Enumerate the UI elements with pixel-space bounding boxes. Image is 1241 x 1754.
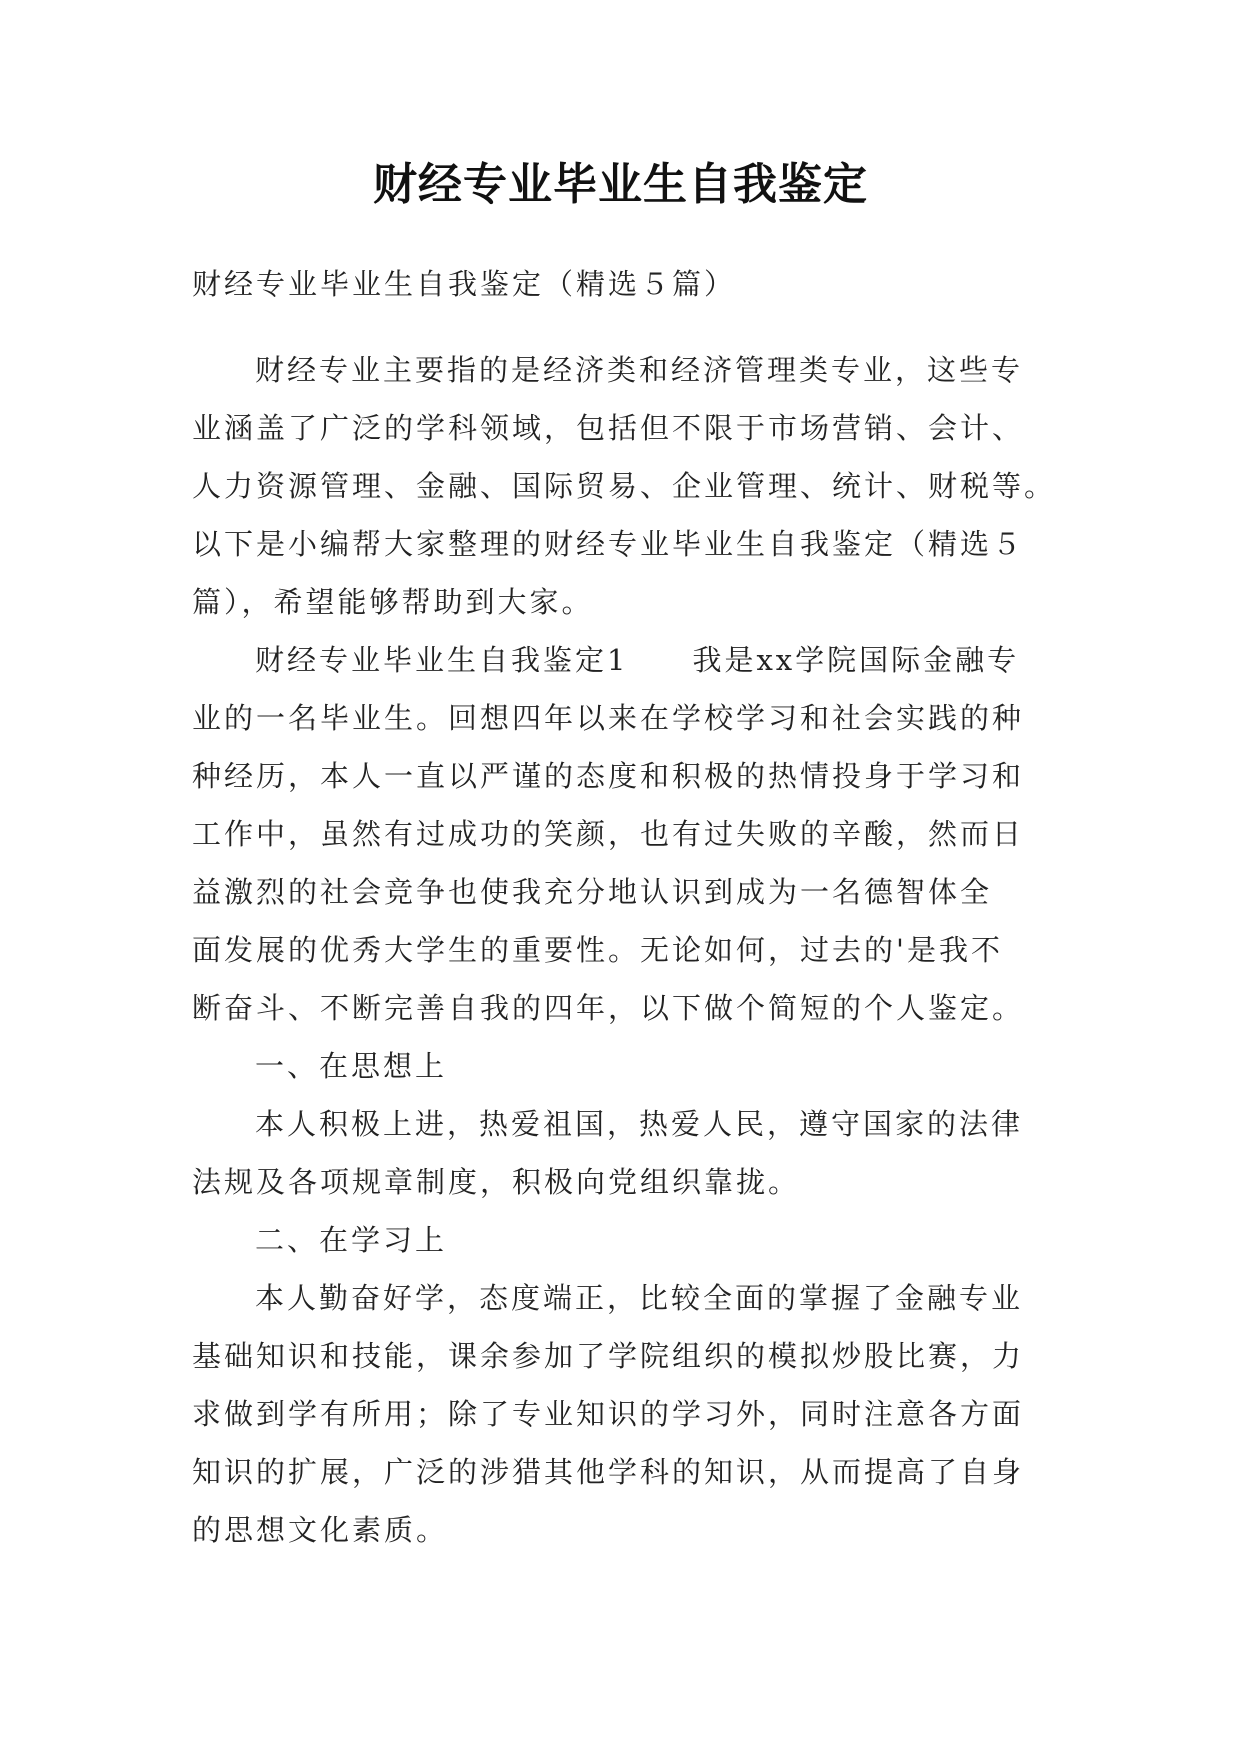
section-heading: 二、在学习上 bbox=[255, 1223, 448, 1257]
document-subtitle: 财经专业毕业生自我鉴定（精选５篇） bbox=[192, 267, 737, 301]
paragraph-line: 面发展的优秀大学生的重要性。无论如何，过去的'是我不 bbox=[192, 933, 1003, 967]
paragraph-line: 篇），希望能够帮助到大家。 bbox=[192, 585, 594, 619]
paragraph-line: 工作中，虽然有过成功的笑颜，也有过失败的辛酸，然而日 bbox=[192, 817, 1025, 851]
paragraph-line: 断奋斗、不断完善自我的四年，以下做个简短的个人鉴定。 bbox=[192, 991, 1025, 1025]
paragraph-line: 财经专业毕业生自我鉴定1 我是xx学院国际金融专 bbox=[255, 643, 1020, 677]
paragraph-line: 本人积极上进，热爱祖国，热爱人民，遵守国家的法律 bbox=[255, 1107, 1024, 1141]
paragraph-line: 人力资源管理、金融、国际贸易、企业管理、统计、财税等。 bbox=[192, 469, 1057, 503]
paragraph-line: 益激烈的社会竞争也使我充分地认识到成为一名德智体全 bbox=[192, 875, 993, 909]
paragraph-line: 基础知识和技能，课余参加了学院组织的模拟炒股比赛，力 bbox=[192, 1339, 1025, 1373]
paragraph-line: 业涵盖了广泛的学科领域，包括但不限于市场营销、会计、 bbox=[192, 411, 1025, 445]
paragraph-line: 法规及各项规章制度，积极向党组织靠拢。 bbox=[192, 1165, 801, 1199]
paragraph-line: 知识的扩展，广泛的涉猎其他学科的知识，从而提高了自身 bbox=[192, 1455, 1025, 1489]
paragraph-line: 种经历，本人一直以严谨的态度和积极的热情投身于学习和 bbox=[192, 759, 1025, 793]
paragraph-line: 财经专业主要指的是经济类和经济管理类专业，这些专 bbox=[255, 353, 1024, 387]
paragraph-line: 本人勤奋好学，态度端正，比较全面的掌握了金融专业 bbox=[255, 1281, 1024, 1315]
paragraph-line: 以下是小编帮大家整理的财经专业毕业生自我鉴定（精选５ bbox=[192, 527, 1025, 561]
document-title: 财经专业毕业生自我鉴定 bbox=[373, 159, 868, 210]
paragraph-line: 的思想文化素质。 bbox=[192, 1513, 449, 1547]
section-heading: 一、在思想上 bbox=[255, 1049, 448, 1083]
paragraph-line: 求做到学有所用；除了专业知识的学习外，同时注意各方面 bbox=[192, 1397, 1025, 1431]
paragraph-line: 业的一名毕业生。回想四年以来在学校学习和社会实践的种 bbox=[192, 701, 1025, 735]
